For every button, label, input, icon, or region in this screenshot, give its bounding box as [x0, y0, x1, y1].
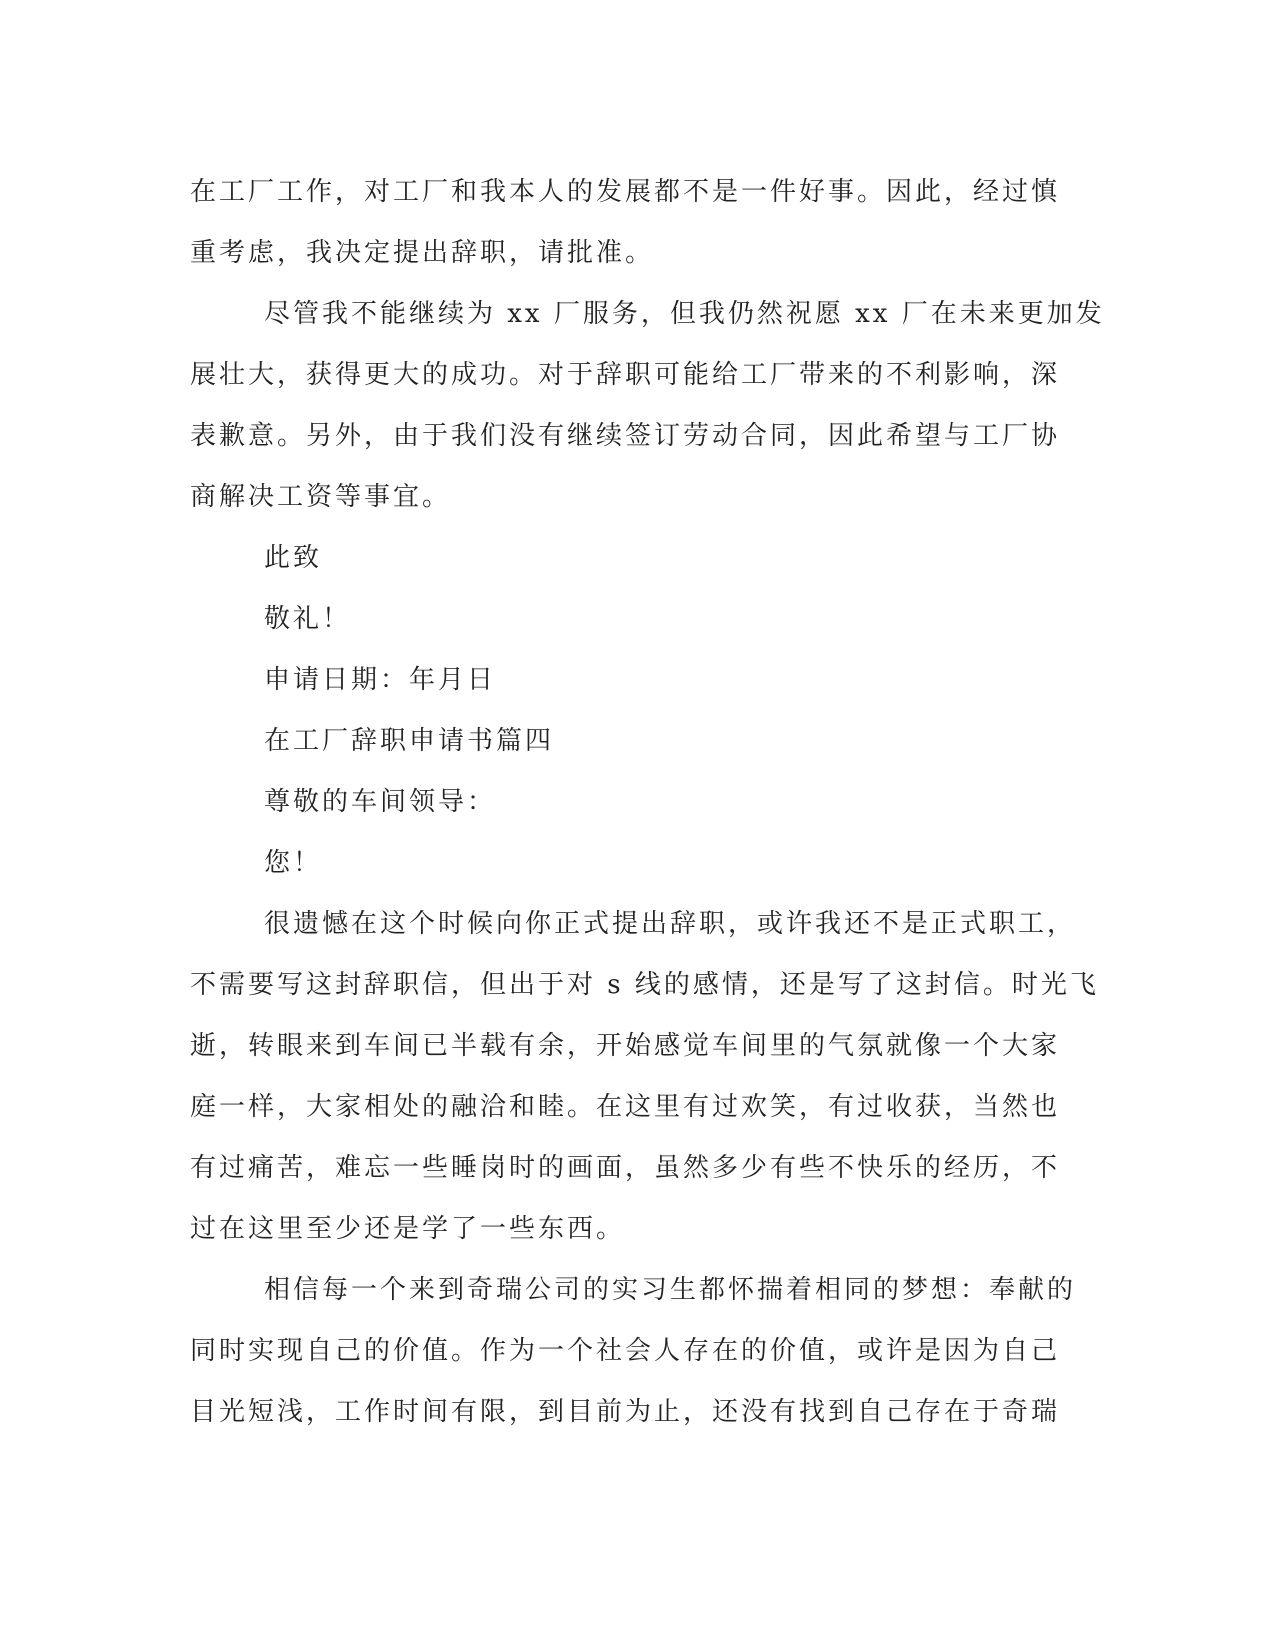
- text-line: 有过痛苦，难忘一些睡岗时的画面，虽然多少有些不快乐的经历，不: [190, 1153, 1061, 1183]
- text-line: 不需要写这封辞职信，但出于对 s 线的感情，还是写了这封信。时光飞: [190, 970, 1099, 1000]
- text-line: 重考虑，我决定提出辞职，请批准。: [190, 238, 655, 268]
- section-title: 在工厂辞职申请书篇四: [264, 726, 555, 756]
- text-line: 过在这里至少还是学了一些东西。: [190, 1214, 626, 1244]
- text-line: 商解决工资等事宜。: [190, 482, 452, 512]
- text-line: 同时实现自己的价值。作为一个社会人存在的价值，或许是因为自己: [190, 1336, 1061, 1366]
- text-line: 展壮大，获得更大的成功。对于辞职可能给工厂带来的不利影响，深: [190, 360, 1061, 390]
- document-body: [190, 162, 1105, 1443]
- text-line: 尽管我不能继续为 xx 厂服务，但我仍然祝愿 xx 厂在未来更加发: [264, 299, 1105, 329]
- text-line: 在工厂工作，对工厂和我本人的发展都不是一件好事。因此，经过慎: [190, 177, 1061, 207]
- text-line: 表歉意。另外，由于我们没有继续签订劳动合同，因此希望与工厂协: [190, 421, 1061, 451]
- text-line: 目光短浅，工作时间有限，到目前为止，还没有找到自己存在于奇瑞: [190, 1397, 1061, 1427]
- greeting-line: 您！: [264, 848, 323, 878]
- text-line: 相信每一个来到奇瑞公司的实习生都怀揣着相同的梦想：奉献的: [264, 1275, 1077, 1305]
- text-line: 逝，转眼来到车间已半载有余，开始感觉车间里的气氛就像一个大家: [190, 1031, 1061, 1061]
- addressee-line: 尊敬的车间领导：: [264, 787, 497, 817]
- text-line: 庭一样，大家相处的融洽和睦。在这里有过欢笑，有过收获，当然也: [190, 1092, 1061, 1122]
- text-line: 很遗憾在这个时候向你正式提出辞职，或许我还不是正式职工，: [264, 909, 1077, 939]
- application-date: 申请日期：年月日: [264, 665, 497, 695]
- salutation-line: 此致: [264, 543, 323, 573]
- salutation-line: 敬礼！: [264, 604, 352, 634]
